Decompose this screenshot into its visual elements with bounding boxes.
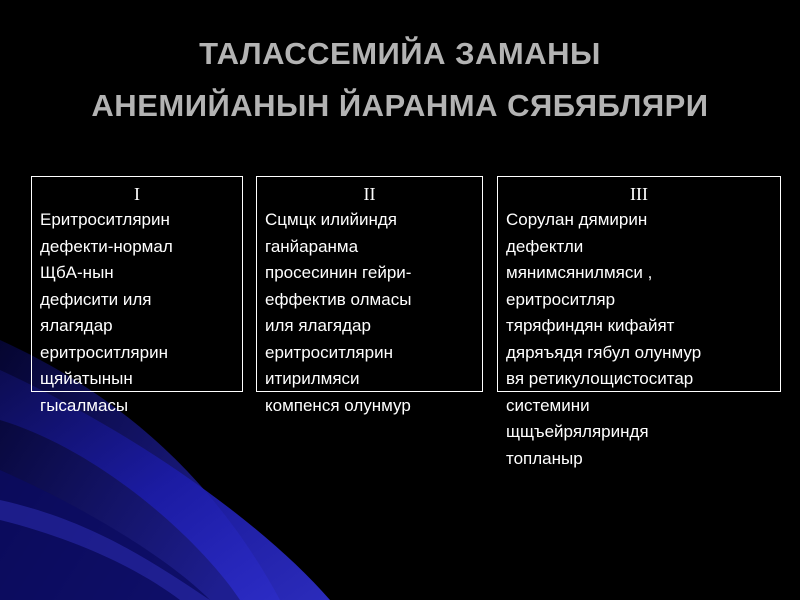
cause-numeral: II [363, 184, 376, 204]
cause-box-1 [31, 176, 243, 415]
cause-box-2 [256, 176, 483, 415]
title-line-2: АНЕМИЙАНЫН ЙАРАНМА СЯБЯБЛЯРИ [91, 88, 709, 123]
title-line-1: ТАЛАССЕМИЙА ЗАМАНЫ [199, 36, 601, 71]
cause-numeral: III [630, 184, 648, 204]
cause-text: Сорулан дямирин дефектли мянимсянилмяси , еритроситляр тяряфиндян кифайят дяряъядя гябул олунмур вя ретикулощистоситар системини щщъейряляриндя топланыр [506, 210, 702, 468]
cause-numeral: I [134, 184, 140, 204]
slide-title [0, 28, 800, 132]
cause-box-3 [497, 176, 781, 468]
cause-text: Сцмцк илийиндя ганйаранма просесинин гейри- еффектив олмасы иля ялагядар еритроситлярин итирилмяси компенся олунмур [265, 210, 412, 415]
cause-text: Еритроситлярин дефекти-нормал ЩбА-нын дефисити иля ялагядар еритроситлярин щяйатынын гысалмасы [40, 210, 173, 415]
